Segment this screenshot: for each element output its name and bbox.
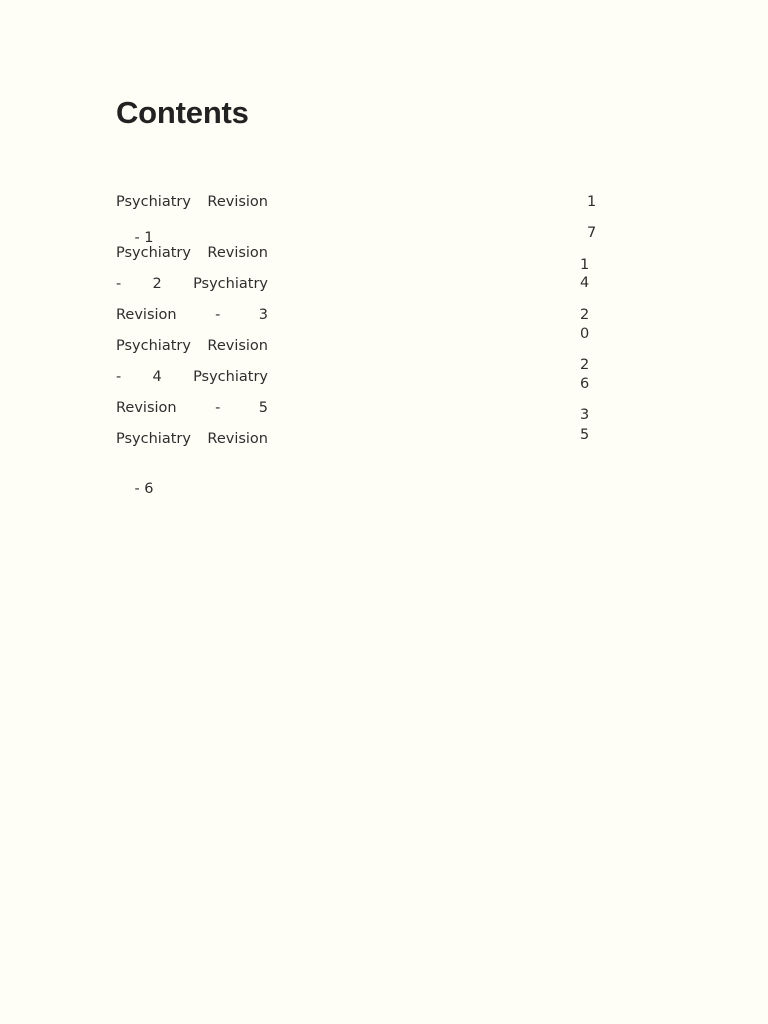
toc-word: 3	[258, 307, 268, 323]
toc-line	[116, 337, 268, 355]
toc-word: -	[116, 276, 122, 292]
toc-word: -	[215, 307, 221, 323]
toc-line	[116, 368, 268, 386]
toc-word: Psychiatry	[193, 276, 268, 292]
toc-word: - 1	[134, 230, 154, 246]
toc-line	[116, 193, 268, 211]
toc-word: Revision	[207, 431, 268, 447]
toc-line	[116, 244, 268, 262]
toc-word: Psychiatry	[116, 338, 191, 354]
page-number-digit: 2	[580, 357, 590, 373]
toc-word: Psychiatry	[193, 369, 268, 385]
page-number-digit: 1	[580, 257, 590, 273]
toc-word: 5	[258, 400, 268, 416]
toc-line	[116, 306, 268, 324]
toc-line	[116, 462, 154, 516]
toc-word: Psychiatry	[116, 245, 191, 261]
page-number-digit: 6	[580, 376, 590, 392]
page-number-digit: 4	[580, 275, 590, 291]
toc-word: Revision	[207, 245, 268, 261]
page-number-digit: 7	[587, 225, 597, 241]
toc-line	[116, 275, 268, 293]
page-number-digit: 0	[580, 326, 590, 342]
toc-word: -	[116, 369, 122, 385]
toc-word: Revision	[207, 338, 268, 354]
page-number-digit: 3	[580, 407, 590, 423]
page-number-digit: 1	[587, 194, 597, 210]
toc-word: 2	[152, 276, 162, 292]
toc-line	[116, 399, 268, 417]
toc-word: Revision	[207, 194, 268, 210]
page-number-digit: 5	[580, 427, 590, 443]
toc-word: 4	[152, 369, 162, 385]
toc-word: -	[215, 400, 221, 416]
toc-word: Psychiatry	[116, 194, 191, 210]
toc-line	[116, 430, 268, 448]
toc-word: Revision	[116, 307, 177, 323]
toc-word: Revision	[116, 400, 177, 416]
page-number-digit: 2	[580, 307, 590, 323]
page-title: Contents	[116, 95, 249, 130]
toc-word: - 6	[134, 481, 154, 497]
toc-word: Psychiatry	[116, 431, 191, 447]
